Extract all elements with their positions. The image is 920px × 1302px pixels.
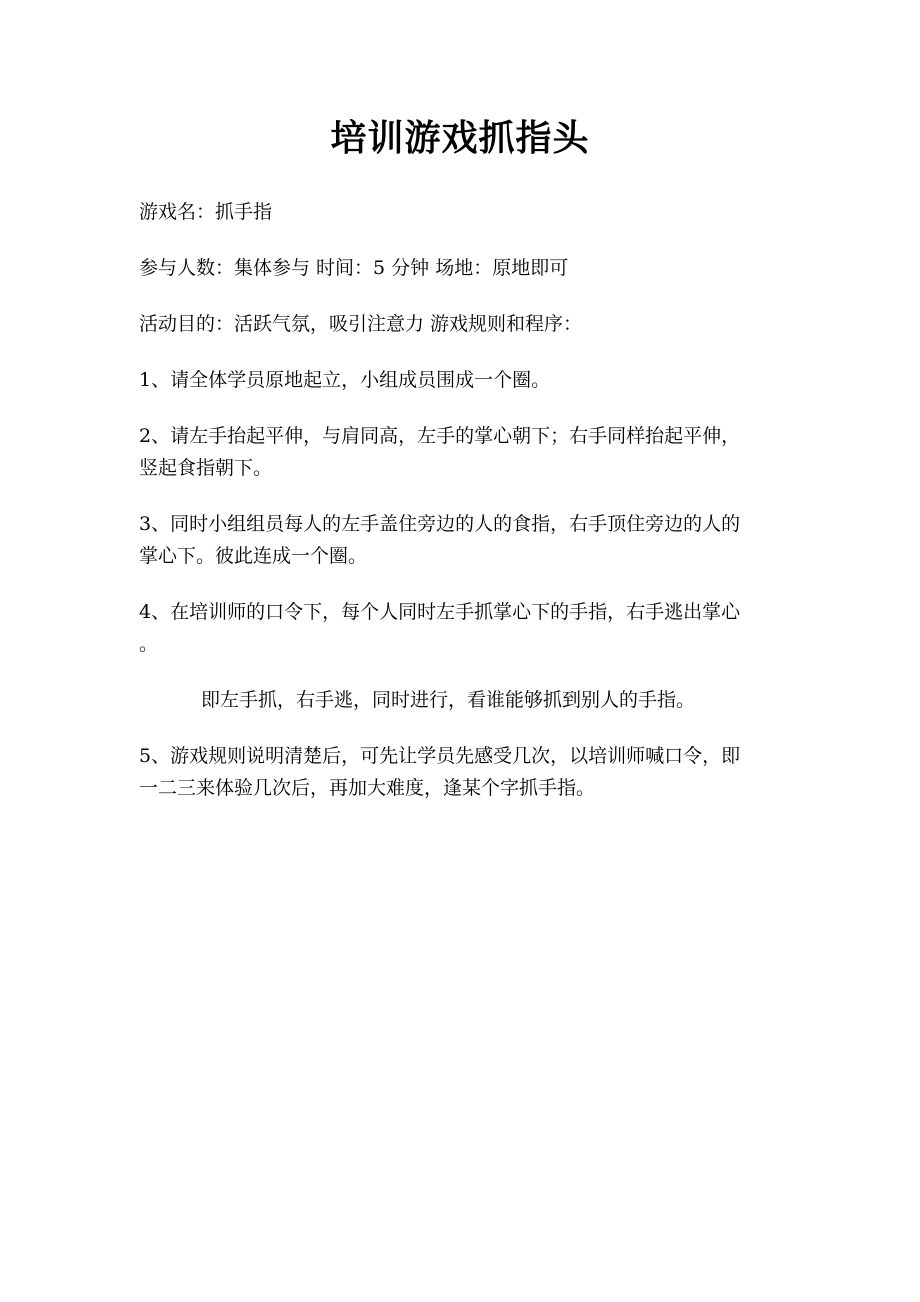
text-line: 一二三来体验几次后，再加大难度，逢某个字抓手指。 bbox=[139, 777, 596, 799]
paragraph-step-5 bbox=[139, 740, 789, 804]
paragraph-step-1 bbox=[139, 364, 789, 396]
text-line: 游戏名：抓手指 bbox=[139, 201, 273, 223]
text-line: 2、请左手抬起平伸，与肩同高，左手的掌心朝下；右手同样抬起平伸， bbox=[139, 425, 741, 447]
document-title: 培训游戏抓指头 bbox=[330, 117, 590, 159]
document-body bbox=[139, 196, 789, 828]
text-line: 活动目的：活跃气氛，吸引注意力 游戏规则和程序： bbox=[139, 313, 583, 335]
paragraph-step-4 bbox=[139, 596, 789, 660]
text-line: 掌心下。彼此连成一个圈。 bbox=[139, 545, 368, 567]
text-line: 参与人数：集体参与 时间：5 分钟 场地：原地即可 bbox=[139, 257, 569, 279]
text-line: 5、游戏规则说明清楚后，可先让学员先感受几次，以培训师喊口令，即 bbox=[139, 745, 741, 767]
text-line: 1、请全体学员原地起立，小组成员围成一个圈。 bbox=[139, 369, 551, 391]
paragraph-step-4-note bbox=[139, 684, 789, 716]
text-line: 。 bbox=[139, 633, 159, 655]
paragraph-game-name bbox=[139, 196, 789, 228]
text-line: 4、在培训师的口令下，每个人同时左手抓掌心下的手指，右手逃出掌心 bbox=[139, 601, 741, 623]
paragraph-participants bbox=[139, 252, 789, 284]
text-line: 即左手抓，右手逃，同时进行，看谁能够抓到别人的手指。 bbox=[201, 689, 696, 711]
paragraph-step-3 bbox=[139, 508, 789, 572]
paragraph-purpose bbox=[139, 308, 789, 340]
text-line: 竖起食指朝下。 bbox=[139, 457, 273, 479]
text-line: 3、同时小组组员每人的左手盖住旁边的人的食指，右手顶住旁边的人的 bbox=[139, 513, 741, 535]
paragraph-step-2 bbox=[139, 420, 789, 484]
